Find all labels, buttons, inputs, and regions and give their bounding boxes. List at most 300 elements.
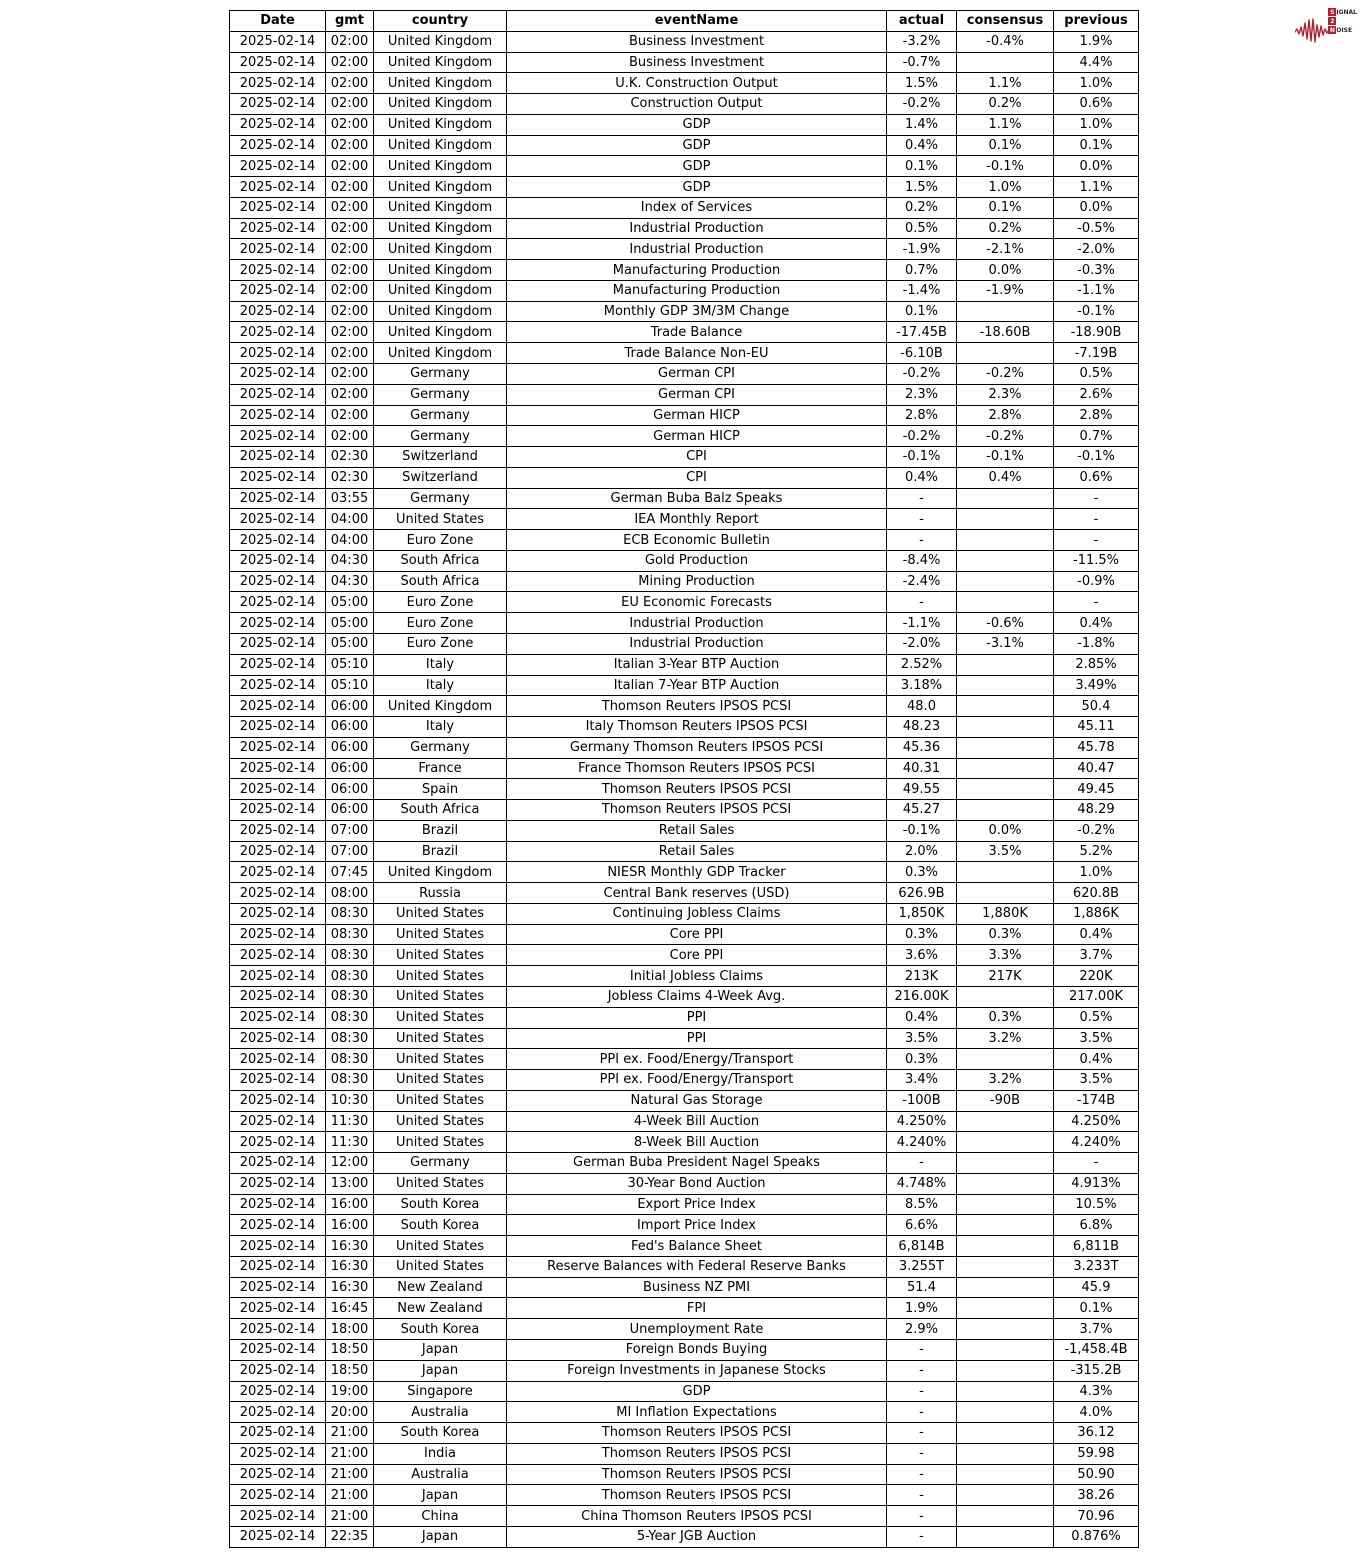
- cell-gmt: 10:30: [326, 1090, 374, 1111]
- table-row: [230, 1173, 1139, 1194]
- cell-eventname: Thomson Reuters IPSOS PCSI: [507, 1464, 887, 1485]
- cell-eventname: MI Inflation Expectations: [507, 1402, 887, 1423]
- cell-date: 2025-02-14: [230, 862, 326, 883]
- table-row: [230, 1443, 1139, 1464]
- cell-actual: 0.3%: [887, 1049, 957, 1070]
- cell-eventname: GDP: [507, 156, 887, 177]
- cell-gmt: 02:00: [326, 384, 374, 405]
- table-row: [230, 1049, 1139, 1070]
- cell-actual: 0.4%: [887, 467, 957, 488]
- cell-date: 2025-02-14: [230, 1402, 326, 1423]
- cell-previous: 50.4: [1054, 696, 1139, 717]
- cell-actual: 0.3%: [887, 924, 957, 945]
- table-row: [230, 1215, 1139, 1236]
- cell-date: 2025-02-14: [230, 1070, 326, 1091]
- cell-eventname: 4-Week Bill Auction: [507, 1111, 887, 1132]
- table-row: [230, 1319, 1139, 1340]
- table-row: [230, 239, 1139, 260]
- cell-consensus: -2.1%: [957, 239, 1054, 260]
- cell-country: Japan: [374, 1360, 507, 1381]
- cell-previous: 59.98: [1054, 1443, 1139, 1464]
- cell-date: 2025-02-14: [230, 571, 326, 592]
- cell-actual: 6.6%: [887, 1215, 957, 1236]
- cell-date: 2025-02-14: [230, 717, 326, 738]
- cell-previous: 0.0%: [1054, 156, 1139, 177]
- cell-consensus: [957, 986, 1054, 1007]
- logo-badge-n: N: [1329, 26, 1335, 34]
- cell-date: 2025-02-14: [230, 883, 326, 904]
- cell-eventname: NIESR Monthly GDP Tracker: [507, 862, 887, 883]
- cell-country: United Kingdom: [374, 260, 507, 281]
- cell-previous: 48.29: [1054, 800, 1139, 821]
- cell-date: 2025-02-14: [230, 467, 326, 488]
- cell-previous: -18.90B: [1054, 322, 1139, 343]
- cell-country: United Kingdom: [374, 239, 507, 260]
- cell-gmt: 08:30: [326, 1028, 374, 1049]
- economic-calendar-table: [229, 10, 1139, 1548]
- signal2noise-logo: [1295, 8, 1357, 50]
- cell-consensus: [957, 1111, 1054, 1132]
- cell-consensus: [957, 1236, 1054, 1257]
- cell-gmt: 13:00: [326, 1173, 374, 1194]
- cell-eventname: Manufacturing Production: [507, 260, 887, 281]
- cell-actual: -: [887, 1381, 957, 1402]
- cell-consensus: 1.1%: [957, 114, 1054, 135]
- cell-consensus: [957, 696, 1054, 717]
- cell-country: Germany: [374, 426, 507, 447]
- cell-eventname: Initial Jobless Claims: [507, 966, 887, 987]
- cell-eventname: Business Investment: [507, 52, 887, 73]
- table-row: [230, 280, 1139, 301]
- cell-gmt: 16:45: [326, 1298, 374, 1319]
- cell-actual: -: [887, 1423, 957, 1444]
- cell-date: 2025-02-14: [230, 1256, 326, 1277]
- cell-eventname: Thomson Reuters IPSOS PCSI: [507, 1485, 887, 1506]
- column-header-previous: previous: [1054, 11, 1139, 32]
- cell-gmt: 18:50: [326, 1340, 374, 1361]
- cell-actual: 1.9%: [887, 1298, 957, 1319]
- cell-actual: 0.7%: [887, 260, 957, 281]
- cell-actual: -: [887, 1153, 957, 1174]
- table-row: [230, 301, 1139, 322]
- cell-country: Italy: [374, 654, 507, 675]
- cell-previous: 0.1%: [1054, 135, 1139, 156]
- cell-previous: -0.1%: [1054, 301, 1139, 322]
- column-header-gmt: gmt: [326, 11, 374, 32]
- cell-actual: -: [887, 1443, 957, 1464]
- cell-eventname: Jobless Claims 4-Week Avg.: [507, 986, 887, 1007]
- cell-previous: -: [1054, 592, 1139, 613]
- cell-gmt: 02:00: [326, 239, 374, 260]
- cell-previous: 2.6%: [1054, 384, 1139, 405]
- cell-previous: 1.0%: [1054, 73, 1139, 94]
- cell-gmt: 02:00: [326, 94, 374, 115]
- cell-date: 2025-02-14: [230, 509, 326, 530]
- cell-date: 2025-02-14: [230, 550, 326, 571]
- cell-country: Italy: [374, 717, 507, 738]
- cell-actual: 51.4: [887, 1277, 957, 1298]
- cell-actual: 0.4%: [887, 135, 957, 156]
- cell-consensus: [957, 779, 1054, 800]
- cell-consensus: 0.3%: [957, 924, 1054, 945]
- cell-country: Italy: [374, 675, 507, 696]
- cell-country: Germany: [374, 488, 507, 509]
- cell-date: 2025-02-14: [230, 1173, 326, 1194]
- cell-actual: -: [887, 1506, 957, 1527]
- cell-previous: -1.8%: [1054, 633, 1139, 654]
- logo-rest-ignal: IGNAL: [1336, 8, 1357, 16]
- cell-country: South Africa: [374, 550, 507, 571]
- cell-eventname: EU Economic Forecasts: [507, 592, 887, 613]
- cell-consensus: [957, 737, 1054, 758]
- cell-date: 2025-02-14: [230, 945, 326, 966]
- table-row: [230, 1153, 1139, 1174]
- cell-date: 2025-02-14: [230, 1049, 326, 1070]
- cell-actual: 40.31: [887, 758, 957, 779]
- cell-actual: 3.6%: [887, 945, 957, 966]
- cell-eventname: Continuing Jobless Claims: [507, 903, 887, 924]
- cell-eventname: Gold Production: [507, 550, 887, 571]
- cell-previous: 0.7%: [1054, 426, 1139, 447]
- table-row: [230, 488, 1139, 509]
- cell-previous: -315.2B: [1054, 1360, 1139, 1381]
- cell-date: 2025-02-14: [230, 447, 326, 468]
- cell-eventname: Germany Thomson Reuters IPSOS PCSI: [507, 737, 887, 758]
- cell-actual: 45.36: [887, 737, 957, 758]
- cell-gmt: 02:00: [326, 280, 374, 301]
- cell-eventname: Monthly GDP 3M/3M Change: [507, 301, 887, 322]
- cell-previous: 3.7%: [1054, 1319, 1139, 1340]
- cell-country: Euro Zone: [374, 592, 507, 613]
- cell-gmt: 08:30: [326, 924, 374, 945]
- cell-previous: 0.4%: [1054, 924, 1139, 945]
- cell-eventname: Thomson Reuters IPSOS PCSI: [507, 696, 887, 717]
- cell-date: 2025-02-14: [230, 1464, 326, 1485]
- table-row: [230, 800, 1139, 821]
- cell-country: South Africa: [374, 571, 507, 592]
- cell-previous: -: [1054, 509, 1139, 530]
- cell-date: 2025-02-14: [230, 675, 326, 696]
- cell-actual: 3.5%: [887, 1028, 957, 1049]
- cell-country: United States: [374, 1132, 507, 1153]
- cell-date: 2025-02-14: [230, 903, 326, 924]
- cell-eventname: GDP: [507, 1381, 887, 1402]
- cell-consensus: [957, 1506, 1054, 1527]
- cell-eventname: Italian 3-Year BTP Auction: [507, 654, 887, 675]
- cell-date: 2025-02-14: [230, 1090, 326, 1111]
- cell-eventname: Thomson Reuters IPSOS PCSI: [507, 1423, 887, 1444]
- table-row: [230, 31, 1139, 52]
- cell-country: United States: [374, 1111, 507, 1132]
- cell-gmt: 02:00: [326, 31, 374, 52]
- cell-actual: -1.1%: [887, 613, 957, 634]
- cell-eventname: German HICP: [507, 426, 887, 447]
- cell-eventname: Thomson Reuters IPSOS PCSI: [507, 800, 887, 821]
- cell-consensus: [957, 1256, 1054, 1277]
- cell-consensus: -18.60B: [957, 322, 1054, 343]
- cell-gmt: 03:55: [326, 488, 374, 509]
- table-row: [230, 1506, 1139, 1527]
- cell-consensus: 3.5%: [957, 841, 1054, 862]
- cell-previous: 0.4%: [1054, 1049, 1139, 1070]
- cell-gmt: 05:00: [326, 613, 374, 634]
- cell-consensus: 1,880K: [957, 903, 1054, 924]
- cell-previous: 217.00K: [1054, 986, 1139, 1007]
- cell-country: Euro Zone: [374, 613, 507, 634]
- cell-eventname: Thomson Reuters IPSOS PCSI: [507, 779, 887, 800]
- cell-consensus: [957, 883, 1054, 904]
- logo-badge-2: 2: [1330, 17, 1335, 25]
- cell-date: 2025-02-14: [230, 530, 326, 551]
- cell-date: 2025-02-14: [230, 1277, 326, 1298]
- cell-date: 2025-02-14: [230, 966, 326, 987]
- table-row: [230, 883, 1139, 904]
- cell-eventname: PPI: [507, 1007, 887, 1028]
- cell-country: United Kingdom: [374, 218, 507, 239]
- cell-consensus: [957, 1340, 1054, 1361]
- cell-gmt: 04:00: [326, 509, 374, 530]
- cell-consensus: [957, 550, 1054, 571]
- cell-country: United Kingdom: [374, 31, 507, 52]
- cell-consensus: [957, 1360, 1054, 1381]
- table-row: [230, 426, 1139, 447]
- cell-gmt: 06:00: [326, 800, 374, 821]
- cell-consensus: [957, 1485, 1054, 1506]
- cell-date: 2025-02-14: [230, 924, 326, 945]
- cell-consensus: [957, 1319, 1054, 1340]
- cell-country: United Kingdom: [374, 156, 507, 177]
- cell-consensus: [957, 675, 1054, 696]
- cell-country: South Korea: [374, 1215, 507, 1236]
- cell-actual: 1,850K: [887, 903, 957, 924]
- cell-previous: 0.1%: [1054, 1298, 1139, 1319]
- cell-eventname: German CPI: [507, 384, 887, 405]
- cell-consensus: [957, 1215, 1054, 1236]
- cell-country: United States: [374, 1090, 507, 1111]
- cell-gmt: 18:00: [326, 1319, 374, 1340]
- cell-date: 2025-02-14: [230, 426, 326, 447]
- cell-previous: 0.6%: [1054, 94, 1139, 115]
- cell-gmt: 08:30: [326, 1007, 374, 1028]
- table-row: [230, 384, 1139, 405]
- table-row: [230, 218, 1139, 239]
- cell-country: United Kingdom: [374, 94, 507, 115]
- table-row: [230, 322, 1139, 343]
- cell-actual: -: [887, 1526, 957, 1547]
- table-row: [230, 841, 1139, 862]
- cell-date: 2025-02-14: [230, 1506, 326, 1527]
- cell-consensus: [957, 1153, 1054, 1174]
- logo-rest-oise: OISE: [1336, 26, 1353, 34]
- cell-country: Switzerland: [374, 467, 507, 488]
- cell-country: United States: [374, 966, 507, 987]
- table-row: [230, 343, 1139, 364]
- cell-consensus: 0.4%: [957, 467, 1054, 488]
- cell-country: United Kingdom: [374, 52, 507, 73]
- cell-consensus: 0.2%: [957, 218, 1054, 239]
- table-row: [230, 779, 1139, 800]
- cell-gmt: 05:10: [326, 654, 374, 675]
- cell-consensus: 3.3%: [957, 945, 1054, 966]
- cell-date: 2025-02-14: [230, 280, 326, 301]
- column-header-country: country: [374, 11, 507, 32]
- table-row: [230, 550, 1139, 571]
- cell-gmt: 08:30: [326, 1070, 374, 1091]
- cell-gmt: 02:00: [326, 260, 374, 281]
- cell-eventname: PPI ex. Food/Energy/Transport: [507, 1070, 887, 1091]
- cell-eventname: Thomson Reuters IPSOS PCSI: [507, 1443, 887, 1464]
- header-row: [230, 11, 1139, 32]
- cell-gmt: 06:00: [326, 779, 374, 800]
- table-row: [230, 1028, 1139, 1049]
- cell-gmt: 21:00: [326, 1464, 374, 1485]
- cell-gmt: 02:30: [326, 447, 374, 468]
- cell-gmt: 02:00: [326, 364, 374, 385]
- cell-gmt: 12:00: [326, 1153, 374, 1174]
- cell-gmt: 08:30: [326, 986, 374, 1007]
- cell-previous: 0.5%: [1054, 364, 1139, 385]
- cell-date: 2025-02-14: [230, 114, 326, 135]
- cell-country: United States: [374, 1049, 507, 1070]
- cell-eventname: Trade Balance Non-EU: [507, 343, 887, 364]
- cell-country: United Kingdom: [374, 197, 507, 218]
- cell-date: 2025-02-14: [230, 1215, 326, 1236]
- cell-previous: -1.1%: [1054, 280, 1139, 301]
- cell-gmt: 16:00: [326, 1194, 374, 1215]
- cell-actual: 45.27: [887, 800, 957, 821]
- cell-eventname: Foreign Investments in Japanese Stocks: [507, 1360, 887, 1381]
- cell-consensus: 217K: [957, 966, 1054, 987]
- cell-eventname: Business NZ PMI: [507, 1277, 887, 1298]
- table-row: [230, 1526, 1139, 1547]
- cell-previous: 0.4%: [1054, 613, 1139, 634]
- cell-eventname: ECB Economic Bulletin: [507, 530, 887, 551]
- cell-gmt: 16:30: [326, 1256, 374, 1277]
- table-row: [230, 1194, 1139, 1215]
- cell-country: Australia: [374, 1402, 507, 1423]
- cell-consensus: 1.0%: [957, 177, 1054, 198]
- cell-date: 2025-02-14: [230, 633, 326, 654]
- cell-country: Germany: [374, 737, 507, 758]
- cell-eventname: Natural Gas Storage: [507, 1090, 887, 1111]
- cell-gmt: 19:00: [326, 1381, 374, 1402]
- cell-consensus: [957, 1277, 1054, 1298]
- cell-eventname: U.K. Construction Output: [507, 73, 887, 94]
- cell-eventname: 5-Year JGB Auction: [507, 1526, 887, 1547]
- cell-actual: 0.2%: [887, 197, 957, 218]
- cell-date: 2025-02-14: [230, 1360, 326, 1381]
- logo-badge-s: S: [1330, 8, 1335, 16]
- cell-consensus: [957, 1298, 1054, 1319]
- cell-previous: 0.6%: [1054, 467, 1139, 488]
- cell-gmt: 08:30: [326, 903, 374, 924]
- cell-country: United Kingdom: [374, 280, 507, 301]
- cell-date: 2025-02-14: [230, 488, 326, 509]
- cell-date: 2025-02-14: [230, 1194, 326, 1215]
- cell-country: China: [374, 1506, 507, 1527]
- cell-country: New Zealand: [374, 1298, 507, 1319]
- cell-eventname: Core PPI: [507, 924, 887, 945]
- table-row: [230, 675, 1139, 696]
- logo-text: [1328, 8, 1357, 34]
- cell-consensus: 2.3%: [957, 384, 1054, 405]
- cell-gmt: 02:00: [326, 218, 374, 239]
- table-row: [230, 94, 1139, 115]
- cell-eventname: Trade Balance: [507, 322, 887, 343]
- cell-date: 2025-02-14: [230, 94, 326, 115]
- cell-actual: -0.1%: [887, 447, 957, 468]
- cell-country: South Korea: [374, 1423, 507, 1444]
- cell-gmt: 16:30: [326, 1277, 374, 1298]
- cell-actual: 4.748%: [887, 1173, 957, 1194]
- cell-country: United States: [374, 1028, 507, 1049]
- cell-date: 2025-02-14: [230, 1153, 326, 1174]
- cell-actual: 6,814B: [887, 1236, 957, 1257]
- table-row: [230, 1485, 1139, 1506]
- cell-consensus: -0.1%: [957, 447, 1054, 468]
- cell-gmt: 05:00: [326, 592, 374, 613]
- cell-previous: 4.3%: [1054, 1381, 1139, 1402]
- cell-gmt: 11:30: [326, 1111, 374, 1132]
- cell-previous: 0.5%: [1054, 1007, 1139, 1028]
- cell-country: Brazil: [374, 820, 507, 841]
- cell-consensus: [957, 488, 1054, 509]
- cell-eventname: GDP: [507, 114, 887, 135]
- cell-previous: 49.45: [1054, 779, 1139, 800]
- cell-consensus: [957, 862, 1054, 883]
- cell-consensus: -0.4%: [957, 31, 1054, 52]
- cell-country: United Kingdom: [374, 301, 507, 322]
- table-row: [230, 467, 1139, 488]
- cell-date: 2025-02-14: [230, 260, 326, 281]
- cell-gmt: 02:00: [326, 301, 374, 322]
- cell-country: Australia: [374, 1464, 507, 1485]
- cell-gmt: 16:30: [326, 1236, 374, 1257]
- cell-previous: -: [1054, 488, 1139, 509]
- cell-previous: -0.9%: [1054, 571, 1139, 592]
- cell-country: United States: [374, 1173, 507, 1194]
- table-row: [230, 52, 1139, 73]
- cell-consensus: [957, 1173, 1054, 1194]
- cell-actual: -0.7%: [887, 52, 957, 73]
- cell-gmt: 08:00: [326, 883, 374, 904]
- cell-consensus: [957, 301, 1054, 322]
- cell-consensus: [957, 1526, 1054, 1547]
- column-header-consensus: consensus: [957, 11, 1054, 32]
- cell-gmt: 07:00: [326, 820, 374, 841]
- cell-previous: 45.11: [1054, 717, 1139, 738]
- cell-previous: 0.0%: [1054, 197, 1139, 218]
- cell-previous: -11.5%: [1054, 550, 1139, 571]
- cell-previous: -7.19B: [1054, 343, 1139, 364]
- cell-date: 2025-02-14: [230, 986, 326, 1007]
- cell-eventname: Core PPI: [507, 945, 887, 966]
- cell-consensus: [957, 1132, 1054, 1153]
- cell-date: 2025-02-14: [230, 1132, 326, 1153]
- cell-consensus: [957, 592, 1054, 613]
- cell-gmt: 02:00: [326, 52, 374, 73]
- cell-actual: -: [887, 1360, 957, 1381]
- cell-consensus: [957, 1194, 1054, 1215]
- cell-date: 2025-02-14: [230, 52, 326, 73]
- cell-country: Germany: [374, 364, 507, 385]
- cell-previous: -0.5%: [1054, 218, 1139, 239]
- cell-date: 2025-02-14: [230, 1423, 326, 1444]
- cell-gmt: 06:00: [326, 717, 374, 738]
- cell-date: 2025-02-14: [230, 654, 326, 675]
- cell-consensus: [957, 530, 1054, 551]
- cell-previous: 0.876%: [1054, 1526, 1139, 1547]
